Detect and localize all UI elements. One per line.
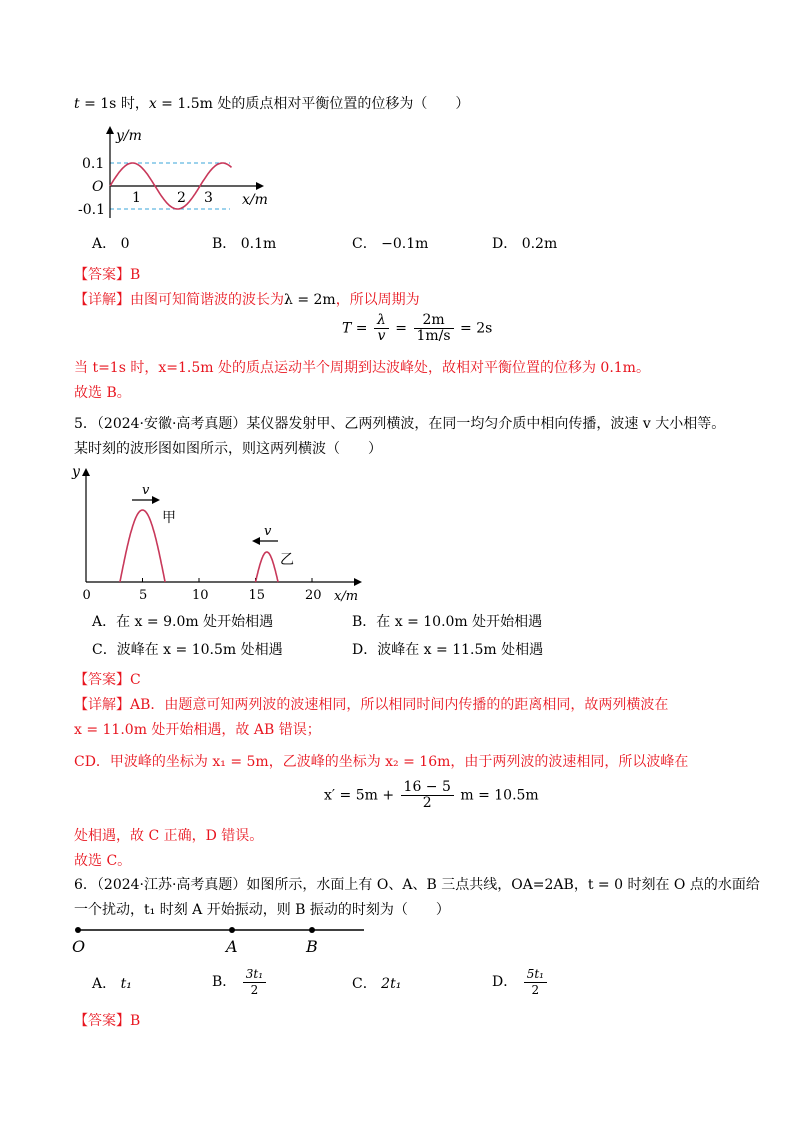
q4-explain-1: 【详解】由图可知简谐波的波长为λ = 2m，所以周期为 bbox=[74, 292, 420, 308]
q5-v-arrowhead-right bbox=[152, 496, 160, 504]
q5-answer: 【答案】C bbox=[74, 672, 141, 688]
q5-option-b[interactable]: B．在 x = 10.0m 处开始相遇 bbox=[352, 614, 543, 630]
q5-ylabel: y bbox=[72, 464, 80, 480]
q5-wave-yi bbox=[256, 552, 279, 582]
q6-stem-1: 6．（2024·江苏·高考真题）如图所示，水面上有 O、A、B 三点共线，OA=2AB，t = 0 时刻在 O 点的水面给 bbox=[74, 877, 760, 893]
q6-points-diagram bbox=[70, 920, 380, 960]
q5-xtick-label-2: 10 bbox=[192, 588, 209, 603]
q6-stem-2: 一个扰动，t₁ 时刻 A 开始振动，则 B 振动的时刻为（ ） bbox=[74, 902, 450, 918]
q5-stem-1: 5．（2024·安徽·高考真题）某仪器发射甲、乙两列横波，在同一均匀介质中相向传播，波速 v 大小相等。 bbox=[74, 416, 726, 432]
q4-option-c[interactable]: C． −0.1m bbox=[352, 236, 429, 252]
q5-formula: x′ = 5m + $\frac{16 - 5}{2}$ m = 10.5m bbox=[324, 779, 539, 811]
q4-xtick-2: 2 bbox=[177, 190, 186, 206]
q5-option-c[interactable]: C．波峰在 x = 10.5m 处相遇 bbox=[92, 642, 283, 658]
q5-xtick-label-0: 0 bbox=[82, 588, 91, 603]
q5-explain-1: 【详解】AB．由题意可知两列波的波速相同，所以相同时间内传播的的距离相同，故两列横波在 bbox=[74, 697, 669, 713]
q5-xtick-label-3: 15 bbox=[248, 588, 266, 603]
q4-y-arrow bbox=[106, 126, 114, 134]
q4-answer: 【答案】B bbox=[74, 267, 141, 283]
q6-option-d[interactable]: D． $\frac{\text{5t₁}}{2}$ bbox=[492, 962, 549, 1002]
q5-v-arrowhead-left bbox=[252, 537, 260, 545]
q5-explain-4: 处相遇，故 C 正确，D 错误。 bbox=[74, 828, 264, 844]
q4-ylabel: y/m bbox=[116, 128, 142, 144]
q5-option-a[interactable]: A．在 x = 9.0m 处开始相遇 bbox=[92, 614, 274, 630]
q6-point-o bbox=[75, 927, 81, 933]
q5-option-d[interactable]: D．波峰在 x = 11.5m 处相遇 bbox=[352, 642, 544, 658]
q5-v-label-1: v bbox=[142, 483, 150, 498]
q4-option-b[interactable]: B． 0.1m bbox=[212, 236, 277, 252]
q5-xlabel: x/m bbox=[334, 589, 359, 604]
q4-wave-graph bbox=[70, 122, 280, 222]
q5-stem-2: 某时刻的波形图如图所示，则这两列横波（ ） bbox=[74, 441, 382, 457]
q6-answer: 【答案】B bbox=[74, 1013, 141, 1029]
q6-label-b: B bbox=[306, 937, 318, 956]
q4-formula: T = $\frac{\lambda}{v}$ = $\frac{2m}{1m/s}$ = 2s bbox=[342, 312, 493, 344]
q4-option-a[interactable]: A． 0 bbox=[92, 236, 130, 252]
q6-label-o: O bbox=[72, 937, 86, 956]
q6-option-a[interactable]: A． t₁ bbox=[92, 976, 132, 992]
q5-wave-graph bbox=[68, 460, 368, 605]
q6-point-a bbox=[229, 927, 235, 933]
q5-x-arrow bbox=[354, 578, 362, 586]
q4-origin: O bbox=[92, 179, 104, 195]
q4-option-d[interactable]: D． 0.2m bbox=[492, 236, 558, 252]
q4-stem: t = 1s 时，x = 1.5m 处的质点相对平衡位置的位移为（ ） bbox=[74, 96, 470, 112]
q5-wave2-label: 乙 bbox=[280, 552, 294, 568]
q4-y-top: 0.1 bbox=[82, 156, 105, 172]
q5-y-arrow bbox=[82, 468, 90, 476]
q5-xtick-label-1: 5 bbox=[139, 588, 148, 603]
q6-point-b bbox=[309, 927, 315, 933]
q6-option-b[interactable]: B． $\frac{\text{3t₁}}{2}$ bbox=[212, 962, 268, 1002]
q4-explain-2: 当 t=1s 时，x=1.5m 处的质点运动半个周期到达波峰处，故相对平衡位置的位移为 0.1m。 bbox=[74, 360, 650, 376]
q5-wave1-label: 甲 bbox=[162, 510, 176, 526]
q5-conclude: 故选 C。 bbox=[74, 853, 132, 869]
q4-x-arrow bbox=[256, 182, 264, 190]
q5-explain-2: x = 11.0m 处开始相遇，故 AB 错误； bbox=[74, 722, 321, 738]
q5-xtick-label-4: 20 bbox=[305, 588, 322, 603]
q6-label-a: A bbox=[226, 937, 238, 956]
q4-conclude: 故选 B。 bbox=[74, 385, 131, 401]
q4-xlabel: x/m bbox=[242, 192, 268, 208]
q4-xtick-1: 1 bbox=[132, 190, 141, 206]
q5-wave-jia bbox=[120, 510, 165, 582]
q5-v-label-2: v bbox=[264, 524, 272, 539]
q4-y-bottom: -0.1 bbox=[78, 202, 105, 218]
q4-xtick-3: 3 bbox=[204, 190, 213, 206]
q6-option-c[interactable]: C． 2t₁ bbox=[352, 976, 402, 992]
q5-explain-3: CD．甲波峰的坐标为 x₁ = 5m，乙波峰的坐标为 x₂ = 16m，由于两列波的波速相同，所以波峰在 bbox=[74, 754, 689, 770]
